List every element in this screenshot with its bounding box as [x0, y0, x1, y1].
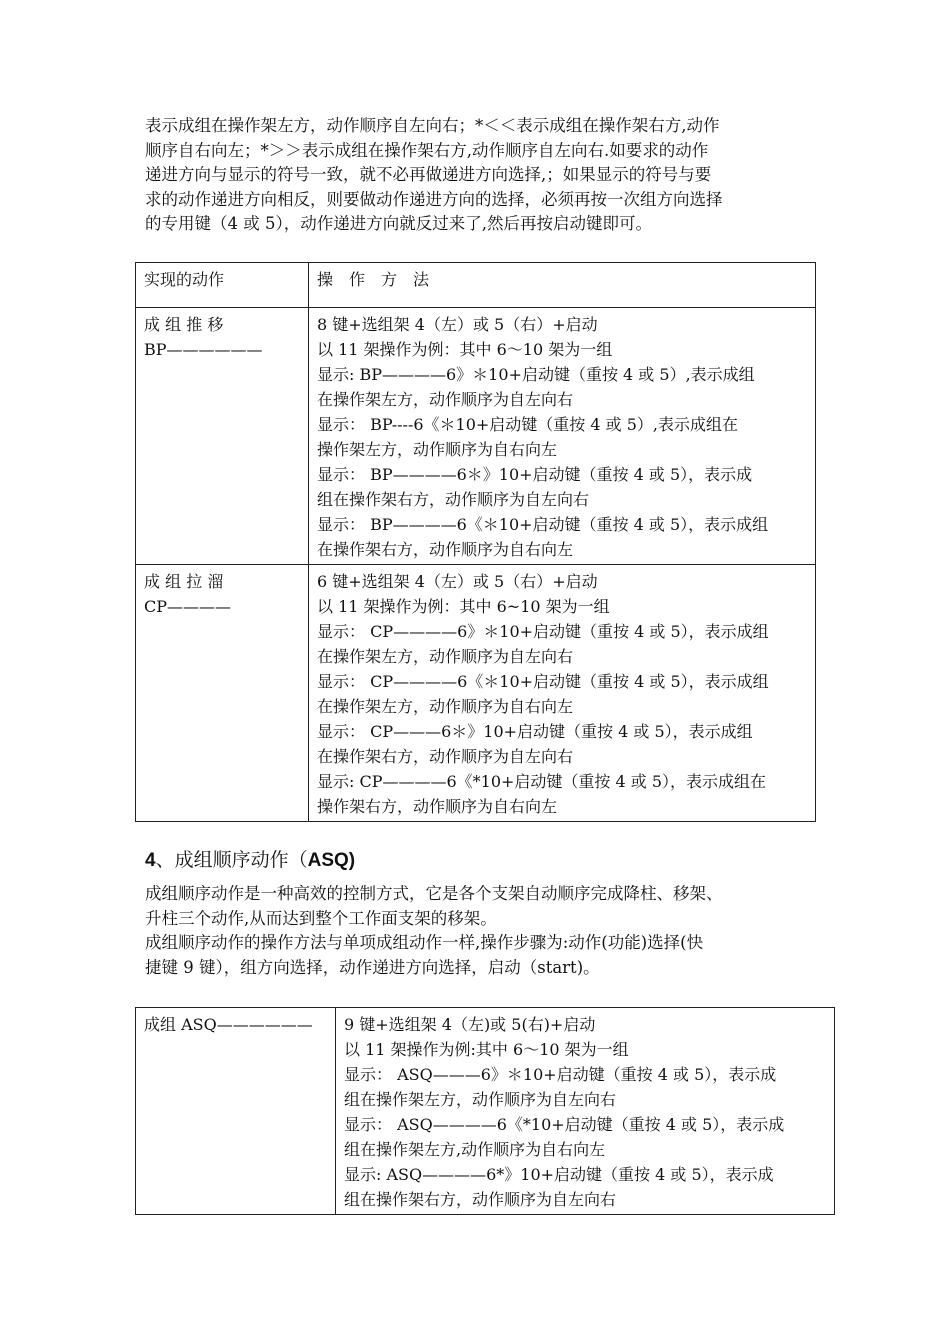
text-line: 求的动作递进方向相反，则要做动作递进方向的选择，必须再按一次组方向选择	[145, 189, 723, 209]
action-name	[144, 569, 300, 594]
header-cell-method: 操 作 方 法	[309, 263, 816, 308]
section-title-text: 、成组顺序动作（	[155, 849, 308, 871]
text-line: 顺序自右向左；*＞＞表示成组在操作架右方,动作顺序自左向右.如要求的动作	[145, 140, 709, 160]
method-line: 6 键+选组架 4（左）或 5（右）+启动	[317, 572, 598, 591]
table-row	[136, 565, 816, 822]
method-line: 在操作架左方，动作顺序为自右向左	[317, 697, 574, 716]
table-row	[136, 1008, 835, 1215]
method-line: 8 键+选组架 4（左）或 5（右）+启动	[317, 315, 598, 334]
section-number: 4	[145, 850, 156, 871]
method-line: 显示: ASQ————6*》10+启动键（重按 4 或 5），表示成	[344, 1165, 774, 1184]
method-line: 9 键+选组架 4（左)或 5(右)+启动	[344, 1015, 596, 1034]
text-line: 表示成组在操作架左方，动作顺序自左向右；*＜＜表示成组在操作架右方,动作	[145, 116, 720, 135]
action-cell	[136, 308, 309, 565]
method-line: 显示： BP————6＊》10+启动键（重按 4 或 5），表示成	[317, 465, 753, 484]
method-line: 以 11 架操作为例：其中 6~10 架为一组	[317, 597, 610, 616]
action-name-char: 推	[186, 315, 203, 334]
method-line: 在操作架左方，动作顺序为自左向右	[317, 647, 574, 666]
text-line: 成组顺序动作是一种高效的控制方式，它是各个支架自动顺序完成降柱、移架、	[145, 884, 723, 903]
section-heading	[145, 845, 355, 872]
section-title-code: ASQ)	[307, 850, 356, 871]
method-line: 显示: CP————6《*10+启动键（重按 4 或 5），表示成组在	[317, 772, 767, 791]
operation-table-2	[135, 1007, 835, 1215]
action-name-char: 成	[144, 315, 161, 334]
table-row	[136, 308, 816, 565]
section-paragraph	[145, 882, 817, 980]
action-name	[144, 312, 300, 337]
table-header-row	[136, 263, 816, 308]
action-code: BP——————	[144, 340, 263, 359]
action-name-char: 组	[165, 572, 182, 591]
method-line: 在操作架左方，动作顺序为自左向右	[317, 390, 574, 409]
method-cell	[309, 308, 816, 565]
action-name-char: 移	[207, 315, 224, 334]
intro-paragraph	[145, 114, 817, 237]
method-line: 组在操作架右方，动作顺序为自左向右	[317, 490, 590, 509]
method-line: 组在操作架右方，动作顺序为自左向右	[344, 1190, 617, 1209]
method-line: 显示： CP————6《＊10+启动键（重按 4 或 5），表示成组	[317, 672, 769, 691]
method-line: 在操作架右方，动作顺序为自左向右	[317, 747, 574, 766]
method-line: 在操作架右方，动作顺序为自右向左	[317, 540, 574, 559]
text-line: 递进方向与显示的符号一致，就不必再做递进方向选择,；如果显示的符号与要	[145, 165, 712, 184]
action-name-char: 拉	[186, 572, 203, 591]
method-line: 显示： ASQ———6》＊10+启动键（重按 4 或 5），表示成	[344, 1065, 777, 1084]
action-code: CP————	[144, 597, 232, 616]
method-line: 组在操作架左方,动作顺序为自右向左	[344, 1140, 606, 1159]
method-line: 以 11 架操作为例：其中 6～10 架为一组	[317, 340, 613, 359]
action-cell	[136, 1008, 336, 1215]
action-name-char: 溜	[207, 572, 224, 591]
text-line: 捷键 9 键），组方向选择，动作递进方向选择，启动（start)。	[145, 957, 600, 977]
method-line: 显示： CP————6》＊10+启动键（重按 4 或 5），表示成组	[317, 622, 769, 641]
method-line: 显示： BP----6《＊10+启动键（重按 4 或 5）,表示成组在	[317, 415, 739, 434]
method-cell	[309, 565, 816, 822]
action-name: 成组 ASQ——————	[144, 1015, 313, 1034]
text-line: 升柱三个动作,从而达到整个工作面支架的移架。	[145, 908, 497, 928]
operation-table-1	[135, 262, 816, 822]
method-line: 操作架右方，动作顺序为自右向左	[317, 797, 558, 816]
action-name-char: 成	[144, 572, 161, 591]
method-line: 以 11 架操作为例:其中 6～10 架为一组	[344, 1040, 629, 1059]
method-line: 显示: BP————6》＊10+启动键（重按 4 或 5）,表示成组	[317, 365, 755, 384]
method-line: 显示： CP———6＊》10+启动键（重按 4 或 5），表示成组	[317, 722, 753, 741]
method-line: 组在操作架左方，动作顺序为自左向右	[344, 1090, 617, 1109]
method-line: 操作架左方，动作顺序为自右向左	[317, 440, 558, 459]
text-line: 成组顺序动作的操作方法与单项成组动作一样,操作步骤为:动作(功能)选择(快	[145, 933, 704, 952]
action-name-char: 组	[165, 315, 182, 334]
action-cell	[136, 565, 309, 822]
header-cell-action: 实现的动作	[136, 263, 309, 308]
method-line: 显示： BP————6《＊10+启动键（重按 4 或 5），表示成组	[317, 515, 769, 534]
method-cell	[336, 1008, 835, 1215]
text-line: 的专用键（4 或 5），动作递进方向就反过来了,然后再按启动键即可。	[145, 214, 652, 233]
method-line: 显示： ASQ————6《*10+启动键（重按 4 或 5），表示成	[344, 1115, 785, 1134]
